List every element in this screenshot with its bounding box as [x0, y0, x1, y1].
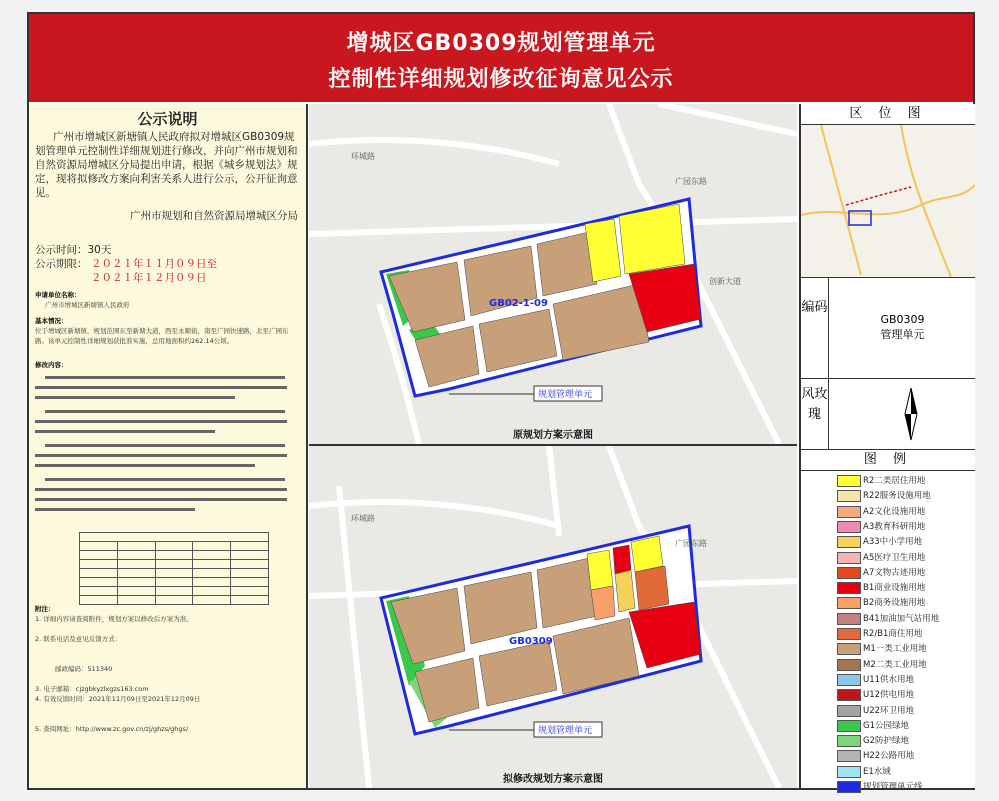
notes-heading: 附注：	[35, 605, 55, 613]
notice-body-lines	[35, 374, 297, 524]
legend-swatch	[837, 613, 861, 625]
legend-label: H22公路用地	[863, 751, 915, 762]
notice-title: 公示说明	[137, 110, 198, 128]
revised-boundary-callout: 规划管理单元	[538, 726, 593, 736]
legend-label: A2文化设施用地	[863, 506, 926, 517]
document-frame	[27, 12, 975, 790]
road-label-1: 环城路	[351, 152, 375, 161]
location-map-drawing	[801, 125, 975, 277]
notice-issuer: 广州市规划和自然资源局增城区分局	[130, 210, 298, 222]
legend-swatch	[837, 735, 861, 747]
legend-swatch	[837, 659, 861, 671]
code-value	[830, 312, 975, 342]
legend-label: R2/B1商住用地	[863, 629, 923, 639]
legend-swatch	[837, 521, 861, 533]
legend-swatch	[837, 475, 861, 487]
code-value-line1: GB0309	[880, 313, 925, 326]
legend-swatch	[837, 536, 861, 548]
notice-basic	[35, 316, 300, 346]
legend-label: E1水域	[863, 766, 891, 777]
legend-label: U11供水用地	[863, 674, 915, 685]
notice-notes	[35, 604, 300, 734]
legend-label: G2防护绿地	[863, 736, 909, 747]
legend-swatch	[837, 766, 861, 778]
legend-label: U12供电用地	[863, 690, 915, 701]
legend-label: M1一类工业用地	[863, 644, 927, 655]
notice-date-label: 公示期限：	[35, 258, 88, 270]
legend-label: B2商务设施用地	[863, 598, 926, 609]
notice-applicant	[35, 290, 300, 310]
road-label-3: 创新大道	[709, 277, 741, 286]
legend-label: G1公园绿地	[863, 720, 909, 731]
page-header	[29, 14, 973, 102]
wind-rose-label: 风玫瑰	[801, 379, 829, 449]
legend-swatch	[837, 781, 861, 793]
legend-swatch	[837, 552, 861, 564]
road-label-2: 广园东路	[675, 177, 707, 186]
legend-label: A7文物古迹用地	[863, 567, 926, 578]
legend-swatch	[837, 643, 861, 655]
location-map-title: 区 位 图	[801, 104, 975, 125]
legend-label: R22服务设施用地	[863, 491, 931, 502]
note-5: 5. 查阅网址：http://www.zc.gov.cn/zj/ghzs/ghgs/	[35, 725, 189, 733]
legend-swatch	[837, 720, 861, 732]
legend-swatch	[837, 490, 861, 502]
original-plan-drawing	[309, 104, 797, 444]
original-unit-label: GB02-1-09	[489, 298, 548, 309]
wind-rose-icon	[881, 384, 941, 444]
notice-date-from: ２０２１年１１月０９日至	[91, 258, 217, 270]
legend-swatch	[837, 674, 861, 686]
legend-swatch	[837, 597, 861, 609]
legend-swatch	[837, 506, 861, 518]
legend-title: 图 例	[801, 449, 975, 471]
legend-item	[801, 778, 975, 795]
revised-plan-map	[309, 446, 797, 788]
legend-swatch	[837, 567, 861, 579]
legend-swatch	[837, 750, 861, 762]
revised-unit-label: GB0309	[509, 636, 553, 647]
location-map	[801, 125, 975, 278]
notice-intro: 广州市增城区新塘镇人民政府拟对增城区GB0309规划管理单元控制性详细规划进行修改，并向广州市规划和自然资源局增城区分局提出申请，根据《城乡规划法》规定，现将拟修改方案向利害关系人进行公示，公开征询意见。	[35, 131, 298, 199]
notice-panel	[29, 104, 308, 788]
note-4: 4. 有效反馈时间：2021年11月09日至2021年12月09日	[35, 695, 201, 703]
legend-label: A33中小学用地	[863, 537, 923, 548]
road-label-4: 环城路	[351, 514, 375, 523]
revised-plan-caption: 拟修改规划方案示意图	[503, 774, 603, 785]
note-1: 1. 详细内容请查阅附件，规划方案以修改后方案为准。	[35, 615, 193, 623]
basic-heading: 基本情况：	[35, 317, 68, 325]
legend-label: U22环卫用地	[863, 705, 915, 716]
legend-label: A5医疗卫生用地	[863, 552, 926, 563]
legend-label: B41加油加气站用地	[863, 613, 940, 624]
legend-swatch	[837, 689, 861, 701]
applicant-heading: 申请单位名称：	[35, 291, 81, 299]
note-3: 3. 电子邮箱：cjzgbkyzlxgzs163.com	[35, 685, 149, 693]
page-subtitle: 控制性详细规划修改征询意见公示	[328, 67, 674, 92]
legend-swatch	[837, 628, 861, 640]
notice-period: 公示时间：30天	[35, 244, 112, 256]
note-postcode: 邮政编码：511340	[55, 665, 113, 673]
reason-heading: 修改内容：	[35, 361, 68, 369]
page-title: 增城区GB0309规划管理单元	[346, 31, 656, 56]
note-2: 2. 联系电话及意见反馈方式：	[35, 635, 122, 643]
applicant-value: 广州市增城区新塘镇人民政府	[45, 301, 130, 309]
basic-text: 位于增城区新塘镇，规划范围东至新塘大道，西至永顺街，南至广园快速路，北至广园东路。该单元控制性详细规划获批准实施，总用地面积约262.14公顷。	[35, 327, 289, 345]
adjustment-table	[79, 532, 269, 605]
legend-label: A3教育科研用地	[863, 521, 926, 532]
legend-label: B1商业设施用地	[863, 583, 926, 594]
legend-label: M2二类工业用地	[863, 659, 927, 670]
legend-label: R2二类居住用地	[863, 476, 926, 486]
notice-date-to: ２０２１年１２月０９日	[91, 272, 207, 284]
code-label: 编码	[801, 278, 829, 378]
original-plan-caption: 原规划方案示意图	[513, 430, 593, 441]
legend-swatch	[837, 705, 861, 717]
original-boundary-callout: 规划管理单元	[538, 390, 593, 400]
revised-plan-drawing	[309, 446, 797, 788]
road-label-5: 广园东路	[675, 539, 707, 548]
legend-swatch	[837, 582, 861, 594]
legend-label: 规划管理单元线	[863, 782, 923, 792]
code-value-line2: 管理单元	[880, 328, 925, 341]
original-plan-map	[309, 104, 797, 446]
info-sidebar	[799, 104, 975, 792]
notice-reason	[35, 360, 300, 370]
